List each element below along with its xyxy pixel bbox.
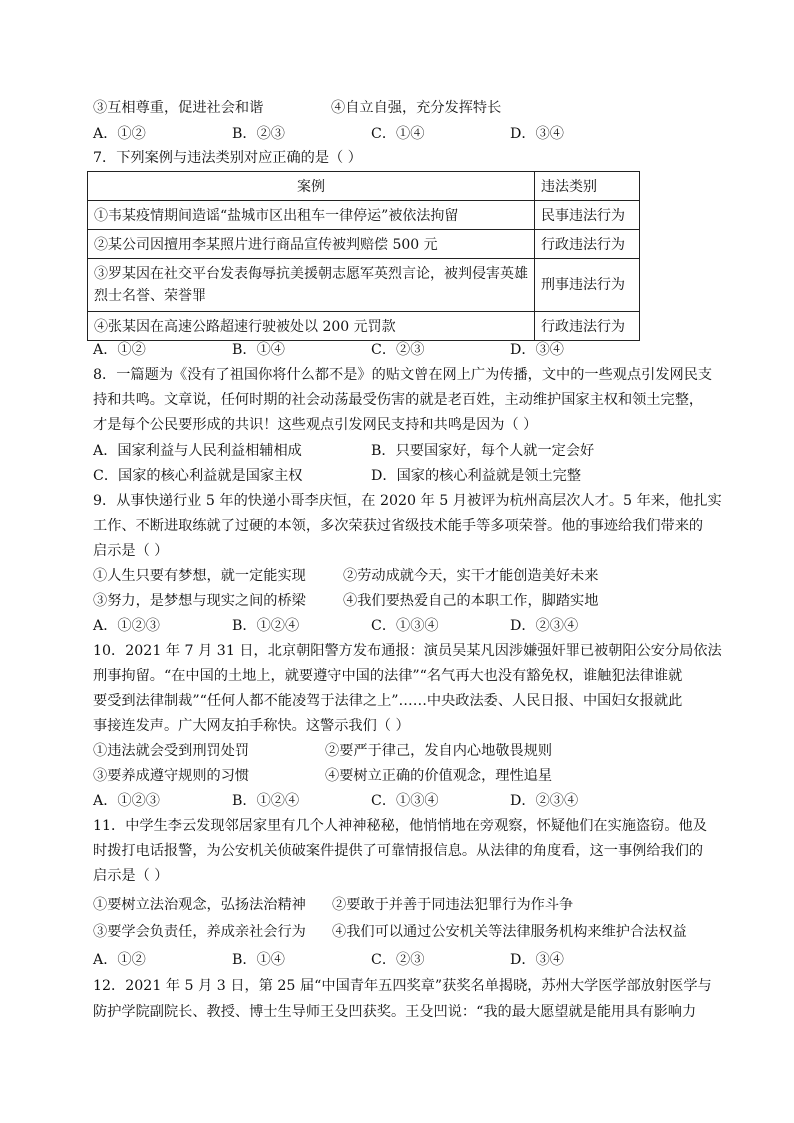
- q9-option-3: ③努力，是梦想与现实之间的桥梁: [93, 593, 306, 609]
- q9-option-2: ②劳动成就今天，实干才能创造美好未来: [343, 568, 599, 584]
- q10-option-4: ④要树立正确的价值观念，理性追星: [325, 768, 553, 784]
- q8-choice-a: A．国家利益与人民利益相辅相成: [93, 443, 302, 459]
- table-row: [88, 259, 640, 312]
- q11-choice-a: A．①②: [93, 952, 146, 968]
- q10-stem-line-1: 10．2021 年 7 月 31 日，北京朝阳警方发布通报：演员吴某凡因涉嫌强奸罪已被朝阳公安分局依法: [93, 643, 722, 659]
- table-row: [88, 312, 640, 341]
- table-cell-case: ④张某因在高速公路超速行驶被处以 200 元罚款: [88, 312, 535, 341]
- q9-choice-b: B．①②④: [232, 618, 300, 634]
- q9-stem-line-1: 9．从事快递行业 5 年的快递小哥李庆恒，在 2020 年 5 月被评为杭州高层次人才。5 年来，他扎实: [93, 493, 722, 509]
- q8-stem-line-2: 持和共鸣。文章说，任何时期的社会动荡最受伤害的就是老百姓，主动维护国家主权和领土完整，: [93, 392, 704, 408]
- table-cell-case: ②某公司因擅用李某照片进行商品宣传被判赔偿 500 元: [88, 230, 535, 259]
- table-header-case: 案例: [88, 172, 535, 201]
- table-header-type: 违法类别: [535, 172, 640, 201]
- q12-stem-line-2: 防护学院副院长、教授、博士生导师王殳凹获奖。王殳凹说：“我的最大愿望就是能用具有影响力: [93, 1004, 697, 1020]
- q7-choice-c: C．②③: [371, 342, 425, 358]
- table-cell-type: 行政违法行为: [535, 230, 640, 259]
- q11-choice-b: B．①④: [232, 952, 285, 968]
- q10-stem-line-4: 事接连发声。广大网友拍手称快。这警示我们（ ）: [93, 718, 410, 734]
- q6-choice-a: A．①②: [93, 126, 146, 142]
- q8-choice-c: C．国家的核心利益就是国家主权: [93, 468, 303, 484]
- q7-choice-d: D．③④: [510, 342, 564, 358]
- q10-choice-a: A．①②③: [93, 793, 160, 809]
- q11-choice-c: C．②③: [371, 952, 425, 968]
- q10-stem-line-3: 要受到法律制裁”“任何人都不能凌驾于法律之上”……中央政法委、人民日报、中国妇女报就此: [93, 693, 683, 709]
- q9-stem-line-2: 工作、不断进取练就了过硬的本领，多次荣获过省级技术能手等多项荣誉。他的事迹给我们带来的: [93, 518, 704, 534]
- q9-option-4: ④我们要热爱自己的本职工作，脚踏实地: [343, 593, 599, 609]
- q11-stem-line-1: 11．中学生李云发现邻居家里有几个人神神秘秘，他悄悄地在旁观察，怀疑他们在实施盗窃。他及: [93, 818, 707, 834]
- q7-stem: 7．下列案例与违法类别对应正确的是（ ）: [93, 150, 362, 166]
- table-cell-type: 行政违法行为: [535, 312, 640, 341]
- q11-option-2: ②要敢于并善于同违法犯罪行为作斗争: [332, 897, 574, 913]
- table-cell-case: ①韦某疫情期间造谣“盐城市区出租车一律停运”被依法拘留: [88, 201, 535, 230]
- table-cell-case: [88, 259, 535, 312]
- table-row: [88, 230, 640, 259]
- q7-choice-a: A．①②: [93, 342, 146, 358]
- table-cell-case-line-1: ③罗某因在社交平台发表侮辱抗美援朝志愿军英烈言论，被判侵害英雄: [94, 266, 528, 282]
- table-cell-type: 刑事违法行为: [535, 259, 640, 312]
- q9-choice-c: C．①③④: [371, 618, 439, 634]
- q11-stem-line-2: 时拨打电话报警，为公安机关侦破案件提供了可靠情报信息。从法律的角度看，这一事例给我们的: [93, 843, 704, 859]
- q8-stem-line-1: 8．一篇题为《没有了祖国你将什么都不是》的贴文曾在网上广为传播，文中的一些观点引发网民支: [93, 367, 713, 383]
- q11-option-3: ③要学会负责任，养成亲社会行为: [93, 924, 306, 940]
- q8-stem-line-3: 才是每个公民要形成的共识！这些观点引发网民支持和共鸣是因为（ ）: [93, 417, 538, 433]
- q6-option-3: ③互相尊重，促进社会和谐: [93, 100, 264, 116]
- q10-stem-line-2: 刑事拘留。“在中国的土地上，就要遵守中国的法律”“名气再大也没有豁免权，谁触犯法律谁就: [93, 668, 683, 684]
- q6-option-4: ④自立自强，充分发挥特长: [331, 100, 502, 116]
- q10-option-1: ①违法就会受到刑罚处罚: [93, 743, 250, 759]
- q10-option-2: ②要严于律己，发自内心地敬畏规则: [325, 743, 553, 759]
- q9-choice-a: A．①②③: [93, 618, 160, 634]
- q8-choice-b: B．只要国家好，每个人就一定会好: [371, 443, 595, 459]
- table-cell-case-line-2: 烈士名誉、荣誉罪: [94, 288, 206, 304]
- q10-choice-d: D．②③④: [510, 793, 579, 809]
- q11-option-1: ①要树立法治观念，弘扬法治精神: [93, 897, 306, 913]
- q9-choice-d: D．②③④: [510, 618, 579, 634]
- q11-choice-d: D．③④: [510, 952, 564, 968]
- q9-stem-line-3: 启示是（ ）: [93, 543, 169, 559]
- q6-choice-d: D．③④: [510, 126, 564, 142]
- table-header-row: [88, 172, 640, 201]
- q11-option-4: ④我们可以通过公安机关等法律服务机构来维护合法权益: [332, 924, 687, 940]
- q12-stem-line-1: 12．2021 年 5 月 3 日，第 25 届“中国青年五四奖章”获奖名单揭晓，苏州大学医学部放射医学与: [93, 978, 712, 994]
- q11-stem-line-3: 启示是（ ）: [93, 868, 169, 884]
- q9-option-1: ①人生只要有梦想，就一定能实现: [93, 568, 306, 584]
- q10-choice-c: C．①③④: [371, 793, 439, 809]
- q10-option-3: ③要养成遵守规则的习惯: [93, 768, 250, 784]
- q8-choice-d: D．国家的核心利益就是领土完整: [371, 468, 582, 484]
- q7-choice-b: B．①④: [232, 342, 285, 358]
- q6-choice-b: B．②③: [232, 126, 285, 142]
- q7-case-table: [87, 171, 640, 341]
- table-cell-type: 民事违法行为: [535, 201, 640, 230]
- q10-choice-b: B．①②④: [232, 793, 300, 809]
- q6-choice-c: C．①④: [371, 126, 425, 142]
- table-row: [88, 201, 640, 230]
